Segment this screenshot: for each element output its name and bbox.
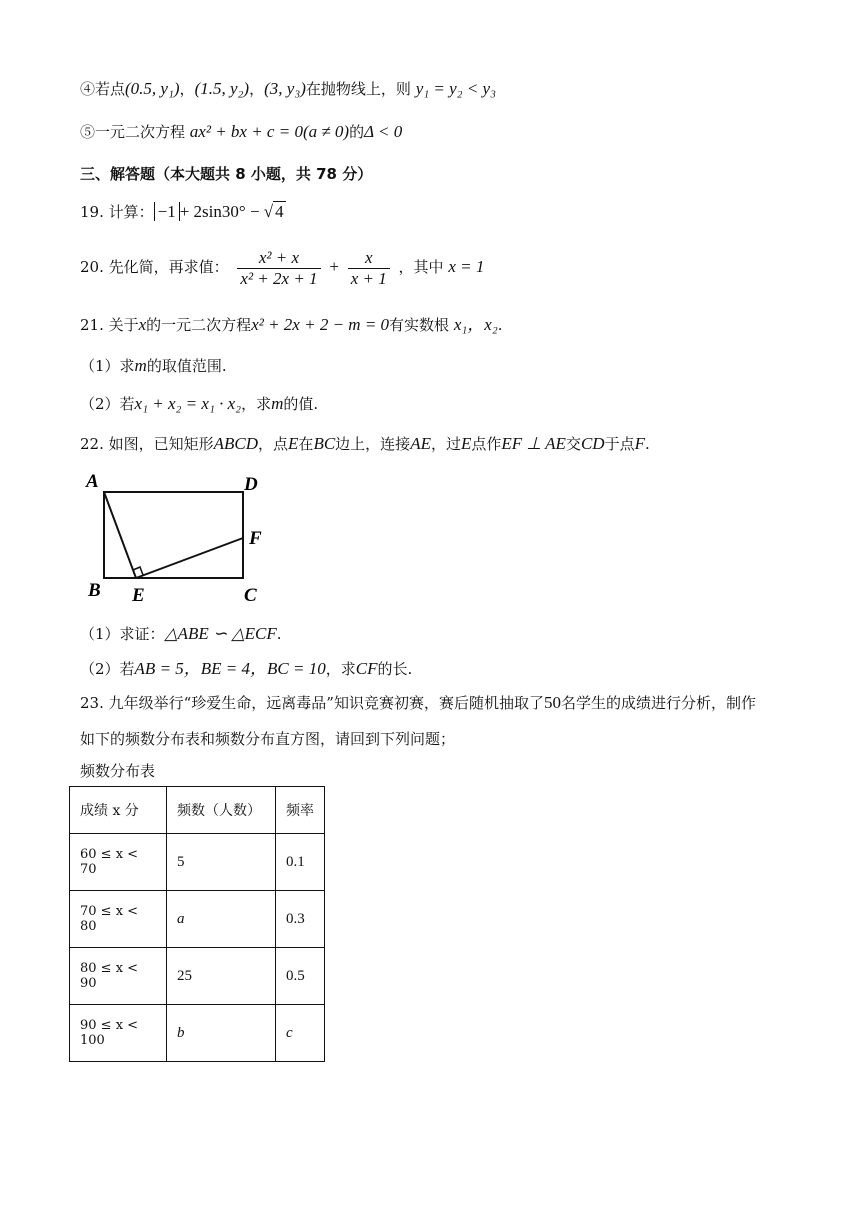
table-cell: 60 ≤ x < 70 bbox=[70, 834, 167, 891]
item5-mid: 的 bbox=[349, 123, 365, 141]
q22-part2-end: 的长. bbox=[377, 660, 413, 678]
rectangle-abcd bbox=[104, 492, 243, 578]
q22-segment-ae: AE bbox=[410, 434, 431, 453]
table-cell: 0.3 bbox=[276, 891, 325, 948]
q22-label: 22. 如图，已知矩形 bbox=[80, 435, 214, 453]
segment-ae bbox=[104, 492, 136, 578]
q22-text: 交 bbox=[565, 435, 581, 453]
label-e: E bbox=[132, 585, 145, 606]
q22-text: 于点 bbox=[604, 435, 635, 453]
q22-text: ，点 bbox=[258, 435, 289, 453]
q22-part2-target: CF bbox=[355, 659, 378, 678]
q21-part1-text: 的取值范围. bbox=[146, 357, 227, 375]
question-22 bbox=[80, 433, 650, 455]
label-f: F bbox=[249, 528, 262, 549]
q22-text: 在 bbox=[298, 435, 314, 453]
question-23-line-2: 如下的频数分布表和频数分布直方图，请回到下列问题； bbox=[80, 730, 456, 748]
q22-part-2 bbox=[80, 658, 412, 680]
q21-end: . bbox=[497, 316, 503, 334]
q22-point-e: E bbox=[288, 434, 299, 453]
q22-part1-label: （1）求证： bbox=[80, 625, 165, 643]
q22-perpendicular: EF ⊥ AE bbox=[501, 434, 566, 453]
header-cell: 频数（人数） bbox=[167, 787, 276, 834]
q22-segment-cd: CD bbox=[580, 434, 605, 453]
item5-prefix: ⑤一元二次方程 bbox=[80, 123, 186, 141]
question-21 bbox=[80, 314, 503, 336]
separator: ， bbox=[179, 80, 195, 98]
sqrt-icon: √ bbox=[263, 202, 274, 221]
table-cell: 25 bbox=[167, 948, 276, 1005]
table-cell: 0.5 bbox=[276, 948, 325, 1005]
q23-number: 50 bbox=[543, 693, 561, 712]
q20-frac1-denominator: x² + 2x + 1 bbox=[240, 268, 318, 288]
q21-part2-text: ，求 bbox=[241, 395, 272, 413]
header-cell: 成绩 x 分 bbox=[70, 787, 167, 834]
q19-middle: + 2sin30° − bbox=[179, 202, 264, 221]
point-1: (0.5, y₁) bbox=[125, 79, 180, 98]
q21-part2-equation: x₁ + x₂ = x₁ · x₂ bbox=[134, 394, 242, 413]
table-cell: a bbox=[167, 891, 276, 948]
point-3: (3, y₃) bbox=[264, 79, 306, 98]
q20-condition: x = 1 bbox=[448, 257, 485, 276]
label-d: D bbox=[244, 474, 258, 495]
table-cell: b bbox=[167, 1005, 276, 1062]
q20-frac1-numerator: x² + x bbox=[237, 248, 320, 269]
q21-part-1 bbox=[80, 355, 227, 377]
section-3-title: 三、解答题（本大题共 8 小题，共 78 分） bbox=[80, 165, 373, 183]
label-b: B bbox=[88, 580, 101, 601]
rectangle-figure bbox=[82, 468, 282, 608]
q19-sqrt-content: 4 bbox=[275, 202, 284, 221]
label-c: C bbox=[244, 585, 257, 606]
q22-part-1 bbox=[80, 623, 281, 645]
item5-conclusion: Δ < 0 bbox=[364, 122, 403, 141]
q20-label: 20. 先化简，再求值： bbox=[80, 258, 229, 276]
item-5 bbox=[80, 121, 402, 143]
q21-part1-label: （1）求 bbox=[80, 357, 135, 375]
q22-segment-bc: BC bbox=[313, 434, 336, 453]
q22-part1-end: . bbox=[276, 625, 282, 643]
item5-equation: ax² + bx + c = 0(a ≠ 0) bbox=[189, 122, 350, 141]
q22-text: 边上，连接 bbox=[335, 435, 411, 453]
q22-part2-given: AB = 5，BE = 4，BC = 10 bbox=[134, 659, 326, 678]
q21-text2: 有实数根 bbox=[389, 316, 450, 334]
table-cell: 0.1 bbox=[276, 834, 325, 891]
q23-text-1: 23. 九年级举行“珍爱生命，远离毒品”知识竞赛初赛，赛后随机抽取了 bbox=[80, 694, 544, 712]
item-4 bbox=[80, 78, 496, 100]
point-2: (1.5, y₂) bbox=[194, 79, 250, 98]
q22-text: . bbox=[644, 435, 650, 453]
question-19 bbox=[80, 201, 286, 223]
item4-mid: 在抛物线上，则 bbox=[305, 80, 411, 98]
question-20 bbox=[80, 244, 484, 290]
table-cell: 80 ≤ x < 90 bbox=[70, 948, 167, 1005]
q19-absolute-value: −1 bbox=[154, 202, 180, 221]
q21-part2-var: m bbox=[271, 394, 284, 413]
q21-part2-end: 的值. bbox=[283, 395, 319, 413]
label-a: A bbox=[86, 471, 99, 492]
q21-label: 21. 关于 bbox=[80, 316, 139, 334]
q22-text: 点作 bbox=[471, 435, 502, 453]
q20-frac2-denominator: x + 1 bbox=[350, 268, 387, 288]
q22-text: ，过 bbox=[430, 435, 461, 453]
question-23-line-1 bbox=[80, 692, 756, 714]
q20-condition-prefix: ，其中 bbox=[398, 258, 444, 276]
q20-frac2-numerator: x bbox=[348, 248, 390, 269]
header-cell: 频率 bbox=[276, 787, 325, 834]
table-cell: 5 bbox=[167, 834, 276, 891]
q22-part1-statement: △ABE ∽ △ECF bbox=[164, 624, 277, 643]
q19-label: 19. 计算： bbox=[80, 203, 154, 221]
frequency-table bbox=[69, 786, 325, 1062]
table-row bbox=[70, 834, 325, 891]
q21-part2-label: （2）若 bbox=[80, 395, 135, 413]
q22-part2-text: ，求 bbox=[325, 660, 356, 678]
q20-plus: + bbox=[329, 257, 339, 276]
item4-prefix: ④若点 bbox=[80, 80, 126, 98]
q21-roots: x₁，x₂ bbox=[453, 315, 498, 334]
table-title: 频数分布表 bbox=[80, 762, 156, 780]
q23-text-1b: 名学生的成绩进行分析，制作 bbox=[560, 694, 756, 712]
table-cell: 70 ≤ x < 80 bbox=[70, 891, 167, 948]
q22-rect: ABCD bbox=[213, 434, 259, 453]
q22-part2-label: （2）若 bbox=[80, 660, 135, 678]
q20-fraction-1 bbox=[237, 248, 320, 289]
table-cell: c bbox=[276, 1005, 325, 1062]
q21-text1: 的一元二次方程 bbox=[146, 316, 252, 334]
q21-var: x bbox=[138, 315, 147, 334]
q21-part-2 bbox=[80, 393, 318, 415]
q21-equation: x² + 2x + 2 − m = 0 bbox=[251, 315, 390, 334]
table-header-row bbox=[70, 787, 325, 834]
table-row bbox=[70, 891, 325, 948]
segment-ef bbox=[136, 538, 243, 578]
separator: ， bbox=[249, 80, 265, 98]
table-row bbox=[70, 1005, 325, 1062]
q21-part1-var: m bbox=[134, 356, 147, 375]
q22-point-e: E bbox=[460, 434, 472, 453]
table-row bbox=[70, 948, 325, 1005]
table-cell: 90 ≤ x < 100 bbox=[70, 1005, 167, 1062]
q20-fraction-2 bbox=[348, 248, 390, 289]
q22-point-f: F bbox=[634, 434, 645, 453]
item4-conclusion: y₁ = y₂ < y₃ bbox=[415, 79, 496, 98]
